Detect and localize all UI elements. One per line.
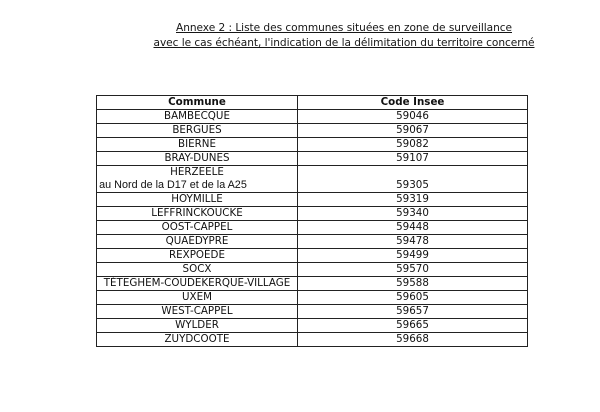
header-code-insee: Code Insee — [298, 96, 528, 110]
title-line-1: Annexe 2 : Liste des communes situées en zone de surveillance — [176, 22, 512, 34]
code-cell: 59588 — [298, 277, 528, 291]
commune-cell: OOST-CAPPEL — [97, 221, 298, 235]
header-commune: Commune — [97, 96, 298, 110]
code-cell: 59305 — [298, 166, 528, 193]
table-row — [97, 235, 528, 249]
table-row — [97, 138, 528, 152]
code-cell: 59665 — [298, 319, 528, 333]
commune-cell: UXEM — [97, 291, 298, 305]
commune-cell: REXPOËDE — [97, 249, 298, 263]
code-cell: 59319 — [298, 193, 528, 207]
commune-cell: ZUYDCOOTE — [97, 333, 298, 347]
table-row — [97, 221, 528, 235]
commune-cell — [97, 166, 298, 193]
table-row — [97, 305, 528, 319]
code-cell: 59657 — [298, 305, 528, 319]
commune-cell: WYLDER — [97, 319, 298, 333]
code-cell: 59107 — [298, 152, 528, 166]
table-row — [97, 249, 528, 263]
code-cell: 59340 — [298, 207, 528, 221]
commune-cell: HOYMILLE — [97, 193, 298, 207]
title-line-2: avec le cas échéant, l'indication de la délimitation du territoire concerné — [153, 37, 535, 49]
table-row — [97, 263, 528, 277]
communes-table — [96, 95, 528, 347]
table-row — [97, 319, 528, 333]
commune-cell: BAMBECQUE — [97, 110, 298, 124]
code-cell: 59570 — [298, 263, 528, 277]
table-row — [97, 277, 528, 291]
commune-name: HERZEELE — [170, 166, 224, 178]
code-cell: 59478 — [298, 235, 528, 249]
table-header-row — [97, 96, 528, 110]
commune-cell: SOCX — [97, 263, 298, 277]
code-cell: 59046 — [298, 110, 528, 124]
table-row — [97, 207, 528, 221]
table-row — [97, 193, 528, 207]
table-row — [97, 166, 528, 193]
commune-cell: BERGUES — [97, 124, 298, 138]
commune-cell: WEST-CAPPEL — [97, 305, 298, 319]
commune-cell: TÉTEGHEM-COUDEKERQUE-VILLAGE — [97, 277, 298, 291]
table-row — [97, 110, 528, 124]
commune-cell: BRAY-DUNES — [97, 152, 298, 166]
code-cell: 59605 — [298, 291, 528, 305]
code-cell: 59499 — [298, 249, 528, 263]
code-cell: 59668 — [298, 333, 528, 347]
table-row — [97, 333, 528, 347]
commune-cell: BIERNE — [97, 138, 298, 152]
commune-cell: QUAËDYPRE — [97, 235, 298, 249]
code-cell: 59067 — [298, 124, 528, 138]
table-row — [97, 152, 528, 166]
code-cell: 59082 — [298, 138, 528, 152]
code-cell: 59448 — [298, 221, 528, 235]
table-row — [97, 291, 528, 305]
table-row — [97, 124, 528, 138]
document-title — [0, 21, 600, 51]
commune-territory-note: au Nord de la D17 et de la A25 — [99, 179, 247, 191]
commune-cell: LEFFRINCKOUCKE — [97, 207, 298, 221]
